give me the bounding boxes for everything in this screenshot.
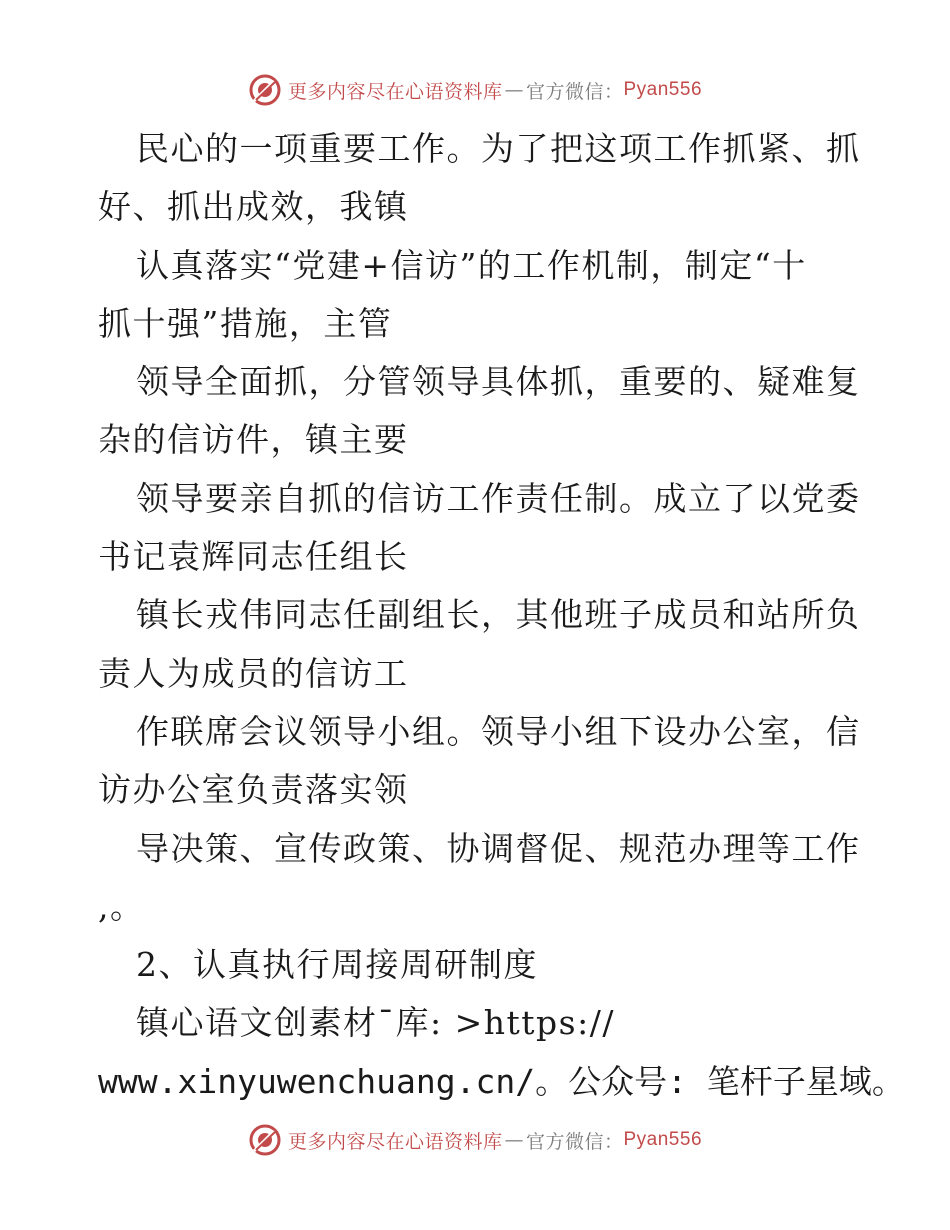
banner-text: 更多内容尽在心语资料库 (287, 80, 503, 103)
document-body (98, 120, 905, 1111)
body-line: 书记袁辉同志任组长 (98, 537, 409, 577)
banner-wechat-id: Pyan556 (623, 79, 703, 100)
body-line: 杂的信访件，镇主要 (98, 420, 409, 460)
header-banner (0, 72, 950, 108)
body-line: 镇长戎伟同志任副组长，其他班子成员和站所负 (136, 595, 861, 635)
body-line: 镇心语文创素材¯库: >https:// (136, 1003, 615, 1043)
body-line: 访办公室负责落实领 (98, 770, 409, 810)
body-line: 认真落实“党建+信访”的工作机制，制定“十 (136, 245, 807, 285)
body-line: 领导全面抓，分管领导具体抓，重要的、疑难复 (136, 362, 861, 402)
banner-wechat-label: 官方微信： (525, 80, 624, 103)
banner-text: 更多内容尽在心语资料库 (287, 1130, 503, 1153)
brand-logo-icon (248, 73, 282, 107)
body-line: 领导要亲自抓的信访工作责任制。成立了以党委 (136, 478, 861, 518)
body-line: 好、抓出成效，我镇 (98, 187, 409, 227)
section-heading: 2、认真执行周接周研制度 (136, 945, 538, 985)
body-line-url: www.xinyuwenchuang.cn/。公众号: 笔杆子星域。 (98, 1061, 905, 1101)
body-line: 民心的一项重要工作。为了把这项工作抓紧、抓 (136, 129, 861, 168)
banner-dash: — (504, 1129, 524, 1151)
footer-banner (0, 1122, 950, 1158)
banner-wechat-label: 官方微信： (525, 1130, 624, 1153)
body-line: 抓十强”措施，主管 (98, 303, 393, 343)
banner-wechat-id: Pyan556 (623, 1129, 703, 1150)
brand-logo-icon (248, 1123, 282, 1157)
body-line: ,。 (98, 886, 145, 926)
body-line: 导决策、宣传政策、协调督促、规范办理等工作 (136, 828, 861, 868)
body-line: 责人为成员的信访工 (98, 653, 409, 693)
body-line: 作联席会议领导小组。领导小组下设办公室，信 (136, 711, 861, 751)
banner-dash: — (504, 79, 524, 101)
